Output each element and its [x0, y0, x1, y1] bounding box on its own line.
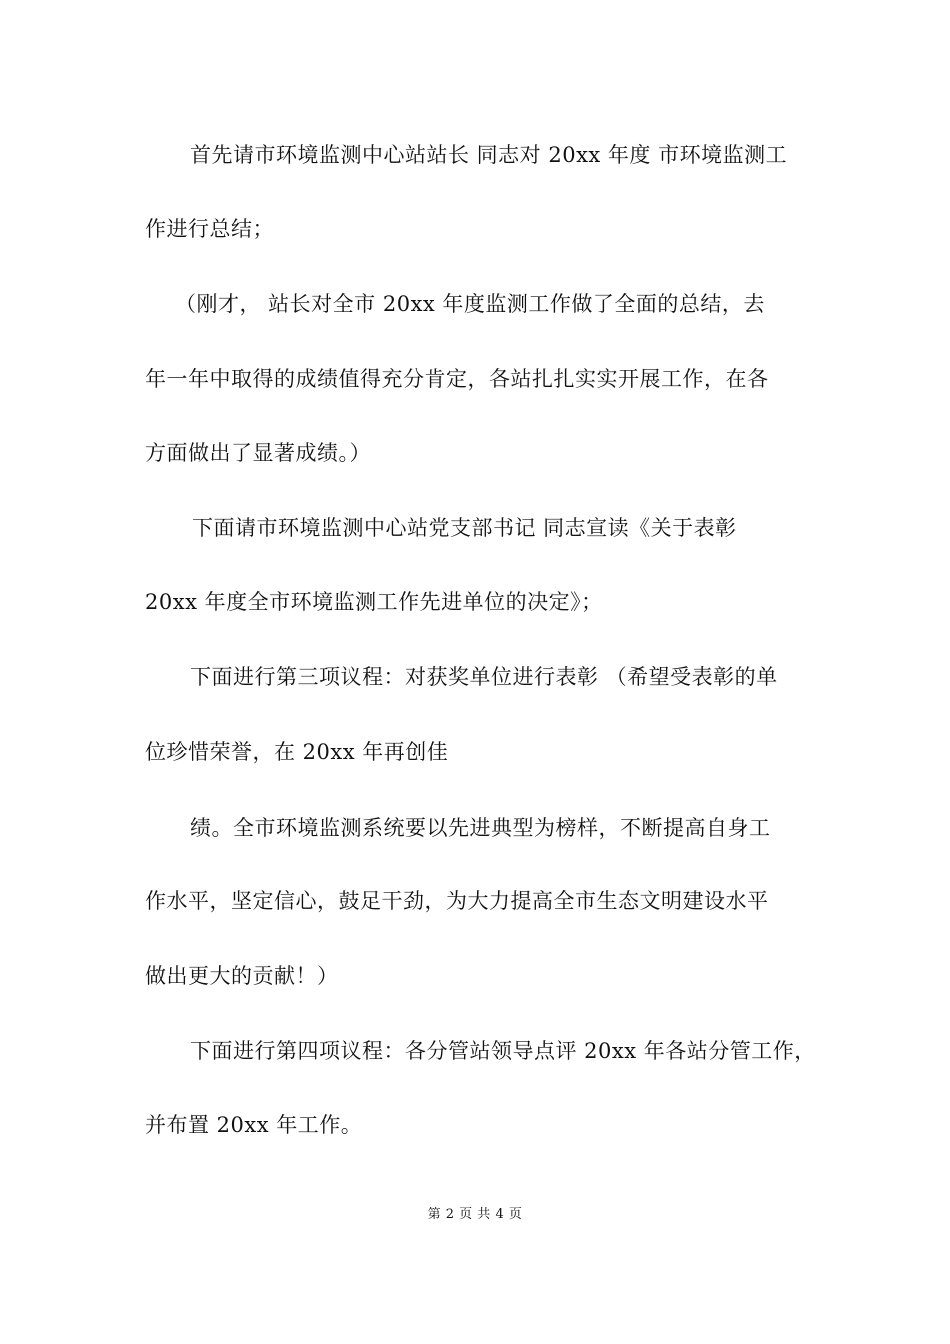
paragraph-line: 作进行总结；: [145, 217, 274, 241]
paragraph-line: 作水平，坚定信心，鼓足干劲，为大力提高全市生态文明建设水平: [145, 889, 769, 913]
page-number: 第 2 页 共 4 页: [427, 1207, 523, 1222]
paragraph-line: 下面请市环境监测中心站党支部书记 同志宣读《关于表彰: [192, 516, 737, 540]
paragraph-line: 绩。全市环境监测系统要以先进典型为榜样，不断提高自身工: [190, 816, 771, 840]
paragraph-line: 做出更大的贡献！）: [145, 964, 339, 988]
paragraph-line: 下面进行第四项议程：各分管站领导点评 20xx 年各站分管工作，: [190, 1039, 816, 1063]
paragraph-line: 位珍惜荣誉，在 20xx 年再创佳: [145, 740, 449, 764]
paragraph-line: （刚才， 站长对全市 20xx 年度监测工作做了全面的总结，去: [175, 292, 765, 316]
paragraph-line: 方面做出了显著成绩。）: [145, 441, 371, 465]
page-footer: [0, 1206, 950, 1224]
paragraph-line: 首先请市环境监测中心站站长 同志对 20xx 年度 市环境监测工: [190, 143, 788, 167]
paragraph-line: 并布置 20xx 年工作。: [145, 1113, 363, 1137]
paragraph-line: 下面进行第三项议程：对获奖单位进行表彰 （希望受表彰的单: [190, 665, 778, 689]
paragraph-line: 年一年中取得的成绩值得充分肯定，各站扎扎实实开展工作，在各: [145, 367, 769, 391]
paragraph-line: 20xx 年度全市环境监测工作先进单位的决定》；: [145, 590, 603, 614]
